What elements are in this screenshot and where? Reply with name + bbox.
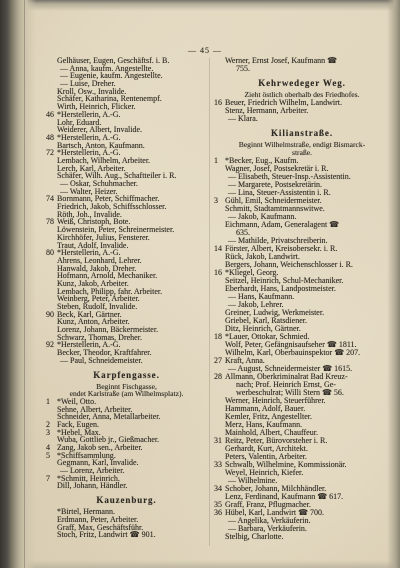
entry-text: Kunz, Jakob, Arbeiter. <box>57 278 129 288</box>
street-section <box>46 495 207 539</box>
entry-text: Löwenstein, Peter, Schreinermeister. <box>57 225 175 235</box>
entry-text: Hanwald, Jakob, Dreher. <box>57 263 137 273</box>
house-number: 74 <box>46 194 54 204</box>
house-number: 78 <box>46 217 54 227</box>
street-section <box>46 57 207 365</box>
house-number: 1 <box>214 156 218 165</box>
house-number: 28 <box>214 372 222 381</box>
entry-text: — Anna, kaufm. Angestellte. <box>60 63 154 73</box>
entry-text: Griebel, Karl, Ratsdiener. <box>225 316 307 325</box>
street-description: Beginnt Fischgasse, <box>96 381 157 391</box>
entry-text: Schneider, Anna, Metallarbeiter. <box>57 412 161 422</box>
entry-text: Wagner, Josef, Postsekretär i. R. <box>225 164 329 173</box>
entry-text: — Jakob, Lehrer. <box>228 300 284 309</box>
entry-text: *Kliegel, Georg. <box>225 268 279 277</box>
street-section <box>214 128 390 541</box>
house-number: 7 <box>46 473 50 483</box>
house-number: 33 <box>214 460 222 469</box>
entry-text: Schäfer, Wilh. Aug., Schaftteiler i. R. <box>57 171 177 181</box>
entry-text: Rück, Jakob, Landwirt. <box>225 252 300 261</box>
entry-text: — Margarete, Postsekretärin. <box>228 180 323 189</box>
street-description: endet Karlstraße (am Wilhelmsplatz). <box>69 389 184 399</box>
entry-text: Graff, Max, Geschäftsführ. <box>57 522 144 532</box>
entry-text: Kirchhöfer, Julius, Fensterer. <box>57 232 150 242</box>
house-number: 1 <box>46 396 50 406</box>
book-gutter-fold <box>24 0 25 568</box>
entry-text: Weyel, Heinrich, Kiefer. <box>225 468 304 477</box>
entry-continuation: werbeschulrat; Willi Stern ☎ 56. <box>236 388 344 397</box>
house-number: 34 <box>214 484 222 493</box>
entry-text: Gegmann, Karl, Invalide. <box>57 458 139 468</box>
entry-text: Wilhelm, Karl, Oberbauinspektor ☎ 207. <box>225 348 361 357</box>
entry-text: Lorenz, Johann, Bäckermeister. <box>57 325 159 335</box>
house-number: 31 <box>214 436 222 445</box>
left-column <box>46 57 207 539</box>
entry-continuation: nach; Prof. Heinrich Ernst, Ge- <box>236 380 336 389</box>
house-number: 4 <box>46 443 50 452</box>
entry-text: Weiß, Christoph, Bote. <box>57 217 131 227</box>
entry-text: Traut, Adolf, Invalide. <box>57 240 129 250</box>
right-column <box>214 57 390 541</box>
entry-text: Stenz, Hermann, Arbeiter. <box>225 106 309 115</box>
house-number: 48 <box>46 132 54 142</box>
entry-text: Reitz, Peter, Bürovorsteher i. R. <box>225 436 328 445</box>
house-number: 16 <box>214 268 222 277</box>
entry-text: Becker, Theodor, Kraftfahrer. <box>57 348 152 358</box>
entry-text: *Weil, Otto. <box>57 396 97 406</box>
entry-text: Schwarz, Thomas, Dreher. <box>57 332 142 342</box>
entry-text: Schmitt, Stadtamtmannswitwe. <box>225 204 325 213</box>
house-number: 36 <box>214 508 222 517</box>
street-section <box>214 57 390 73</box>
entry-text: Lohr, Eduard. <box>57 117 102 127</box>
house-number: 27 <box>214 356 222 365</box>
entry-text: — Eugenie, kaufm. Angestellte. <box>60 71 163 81</box>
entry-text: Sehne, Albert, Arbeiter. <box>57 404 133 414</box>
entry-text: Kroll, Osw., Invalide. <box>57 86 127 96</box>
entry-text: Kunz, Anton, Arbeiter. <box>57 317 130 327</box>
entry-text: Bergers, Johann, Weichenschlosser i. R. <box>225 260 353 269</box>
entry-text: Weinberg, Peter, Arbeiter. <box>57 294 140 304</box>
entry-text: Lembach, Philipp, fahr. Arbeiter. <box>57 286 163 296</box>
entry-text: Schwalb, Wilhelmine, Kommissionär. <box>225 460 347 469</box>
entry-text: — Klara. <box>228 114 258 123</box>
entry-text: — Hans, Kaufmann. <box>228 292 295 301</box>
entry-text: Peters, Valentin, Arbeiter. <box>225 452 307 461</box>
entry-text: Bornmann, Peter, Schiffmacher. <box>57 194 160 204</box>
entry-text: Gühl, Emil, Schneidermeister. <box>225 196 322 205</box>
entry-text: Werner, Ernst Josef, Kaufmann ☎ <box>225 56 338 65</box>
house-number: 5 <box>46 450 50 460</box>
entry-text: *Birtel, Hermann. <box>57 507 115 517</box>
address-entry <box>46 482 207 490</box>
street-description: straße. <box>291 148 313 157</box>
entry-text: Beck, Karl, Gärtner. <box>57 309 122 319</box>
entry-text: — Angelika, Verkäuferin. <box>228 516 311 525</box>
entry-text: — Oskar, Schuhmacher. <box>60 179 138 188</box>
entry-text: Weiderer, Albert, Invalide. <box>57 125 142 135</box>
entry-text: *Herstellerin, A.-G. <box>57 340 121 350</box>
entry-text: Erdmann, Peter, Arbeiter. <box>57 514 139 524</box>
address-entry <box>46 531 207 539</box>
entry-text: Förster, Albert, Kreisobersekr. i. R. <box>225 244 338 253</box>
street-heading: Kilianstraße. <box>271 128 333 138</box>
entry-text: Beuer, Friedrich Wilhelm, Landwirt. <box>225 98 342 107</box>
entry-text: Allmann, Oberkriminalrat Bad Kreuz- <box>225 372 348 381</box>
entry-text: Röth, Joh., Invalide. <box>57 209 122 219</box>
entry-text: — Luise, Dreher. <box>60 79 116 89</box>
entry-text: Eichmann, Adam, Generalagent ☎ <box>225 220 340 229</box>
house-number: 46 <box>46 109 54 119</box>
entry-text: — Jakob, Kaufmann. <box>228 212 297 221</box>
entry-text: Lenz, Ferdinand, Kaufmann ☎ 617. <box>225 492 344 501</box>
entry-text: Bartsch, Anton, Kaufmann. <box>57 140 145 150</box>
entry-text: Lerch, Karl, Arbeiter. <box>57 163 126 173</box>
entry-text: — August, Schneidermeister ☎ 1615. <box>228 364 353 373</box>
entry-text: Wolf, Peter, Gefängnisaufseher ☎ 1811. <box>225 340 357 349</box>
entry-text: *Lauer, Ottokar, Schmied. <box>225 332 310 341</box>
entry-text: — Walter, Heizer. <box>60 186 118 196</box>
street-description: Zieht östlich oberhalb des Friedhofes. <box>244 90 360 99</box>
entry-text: Wirth, Heinrich, Flicker. <box>57 102 136 112</box>
street-section <box>46 370 207 491</box>
entry-text: Greiner, Ludwig, Werkmeister. <box>225 308 325 317</box>
entry-text: — Elisabeth, Steuer-Insp.-Assistentin. <box>228 172 351 181</box>
entry-text: Graff, Franz, Pflugmacher. <box>225 500 311 509</box>
entry-text: Stelbig, Charlotte. <box>225 532 284 541</box>
house-number: 3 <box>46 427 50 437</box>
house-number: 18 <box>214 332 222 341</box>
entry-text: Hofmann, Arnold, Mechaniker. <box>57 271 158 281</box>
entry-text: *Herstellerin, A.-G. <box>57 148 121 158</box>
address-entry <box>214 533 390 541</box>
entry-text: — Lorenz, Arbeiter. <box>60 466 125 476</box>
house-number: 14 <box>214 244 222 253</box>
entry-text: — Paul, Schneidemeister. <box>60 355 143 365</box>
entry-text: Ahrens, Leonhard, Lehrer. <box>57 255 142 265</box>
entry-text: Eberhardt, Hans, Landpostmeister. <box>225 284 336 293</box>
house-number: 2 <box>46 419 50 429</box>
entry-text: *Herstellerin, A.-G. <box>57 132 121 142</box>
address-entry <box>214 115 390 123</box>
entry-text: Stoch, Fritz, Landwirt ☎ 901. <box>57 530 156 540</box>
entry-text: Fack, Eugen. <box>57 419 99 429</box>
entry-text: *Schiffsammlung. <box>57 450 116 460</box>
entry-text: Mainhold, Albert, Chauffeur. <box>225 428 318 437</box>
entry-text: Kraft, Anna. <box>225 356 265 365</box>
entry-text: Wuba, Gottlieb jr., Gießmacher. <box>57 435 160 445</box>
entry-text: Merz, Hans, Kaufmann. <box>225 420 303 429</box>
house-number: 72 <box>46 148 54 158</box>
entry-text: Dill, Johann, Händler. <box>57 481 128 491</box>
entry-text: Zang, Jakob sen., Arbeiter. <box>57 443 143 452</box>
address-entry <box>46 357 207 365</box>
entry-text: *Herstellerin, A.-G. <box>57 248 121 258</box>
entry-text: Steben, Rudolf, Invalide. <box>57 302 138 311</box>
entry-text: *Becker, Eug., Kaufm. <box>225 156 299 165</box>
entry-text: Friedrich, Jakob, Schiffsschlosser. <box>57 202 167 212</box>
entry-text: Ditz, Heinrich, Gärtner. <box>225 324 301 333</box>
entry-text: Gelhäuser, Eugen, Geschäftsf. i. B. <box>57 56 170 65</box>
entry-text: *Hebel, Max. <box>57 427 101 437</box>
street-description: Beginnt Wilhelmstraße, endigt Bismarck- <box>238 140 366 149</box>
entry-text: Schäfer, Katharina, Rentenempf. <box>57 94 162 104</box>
street-section <box>214 78 390 123</box>
entry-text: — Barbara, Verkäuferin. <box>228 524 307 533</box>
entry-text: — Lina, Steuer-Assistentin i. R. <box>228 188 331 197</box>
entry-text: Hübel, Karl, Landwirt ☎ 700. <box>225 508 325 517</box>
street-heading: Kauzenburg. <box>96 495 157 506</box>
street-heading: Karpfengasse. <box>93 369 160 380</box>
entry-text: Lembach, Wilhelm, Arbeiter. <box>57 155 151 165</box>
page-number: — 45 — <box>188 46 222 55</box>
house-number: 16 <box>214 98 222 107</box>
street-heading: Kehrwedeger Weg. <box>258 78 346 88</box>
entry-text: Schober, Johann, Milchhändler. <box>225 484 327 493</box>
house-number: 92 <box>46 340 54 350</box>
house-number: 3 <box>214 196 218 205</box>
entry-continuation: 635. <box>236 228 250 237</box>
entry-text: *Herstellerin, A.-G. <box>57 109 121 119</box>
house-number: 35 <box>214 500 222 509</box>
entry-text: Seitzel, Heinrich, Schul-Mechaniker. <box>225 276 344 285</box>
house-number: 90 <box>46 309 54 319</box>
entry-text: Hammann, Adolf, Bauer. <box>225 404 306 413</box>
house-number: 80 <box>46 248 54 258</box>
column-divider <box>209 58 210 546</box>
entry-text: — Wilhelmine. <box>228 476 278 485</box>
entry-continuation: 755. <box>236 64 250 73</box>
entry-text: — Mathilde, Privatschreiberin. <box>228 236 328 245</box>
entry-text: Werner, Heinrich, Steuerführer. <box>225 396 326 405</box>
entry-text: Kemler, Fritz, Angestellter. <box>225 412 312 421</box>
entry-text: *Schmitt, Heinrich. <box>57 473 120 483</box>
entry-text: Gerhardt, Kurt, Architekt. <box>225 444 308 453</box>
